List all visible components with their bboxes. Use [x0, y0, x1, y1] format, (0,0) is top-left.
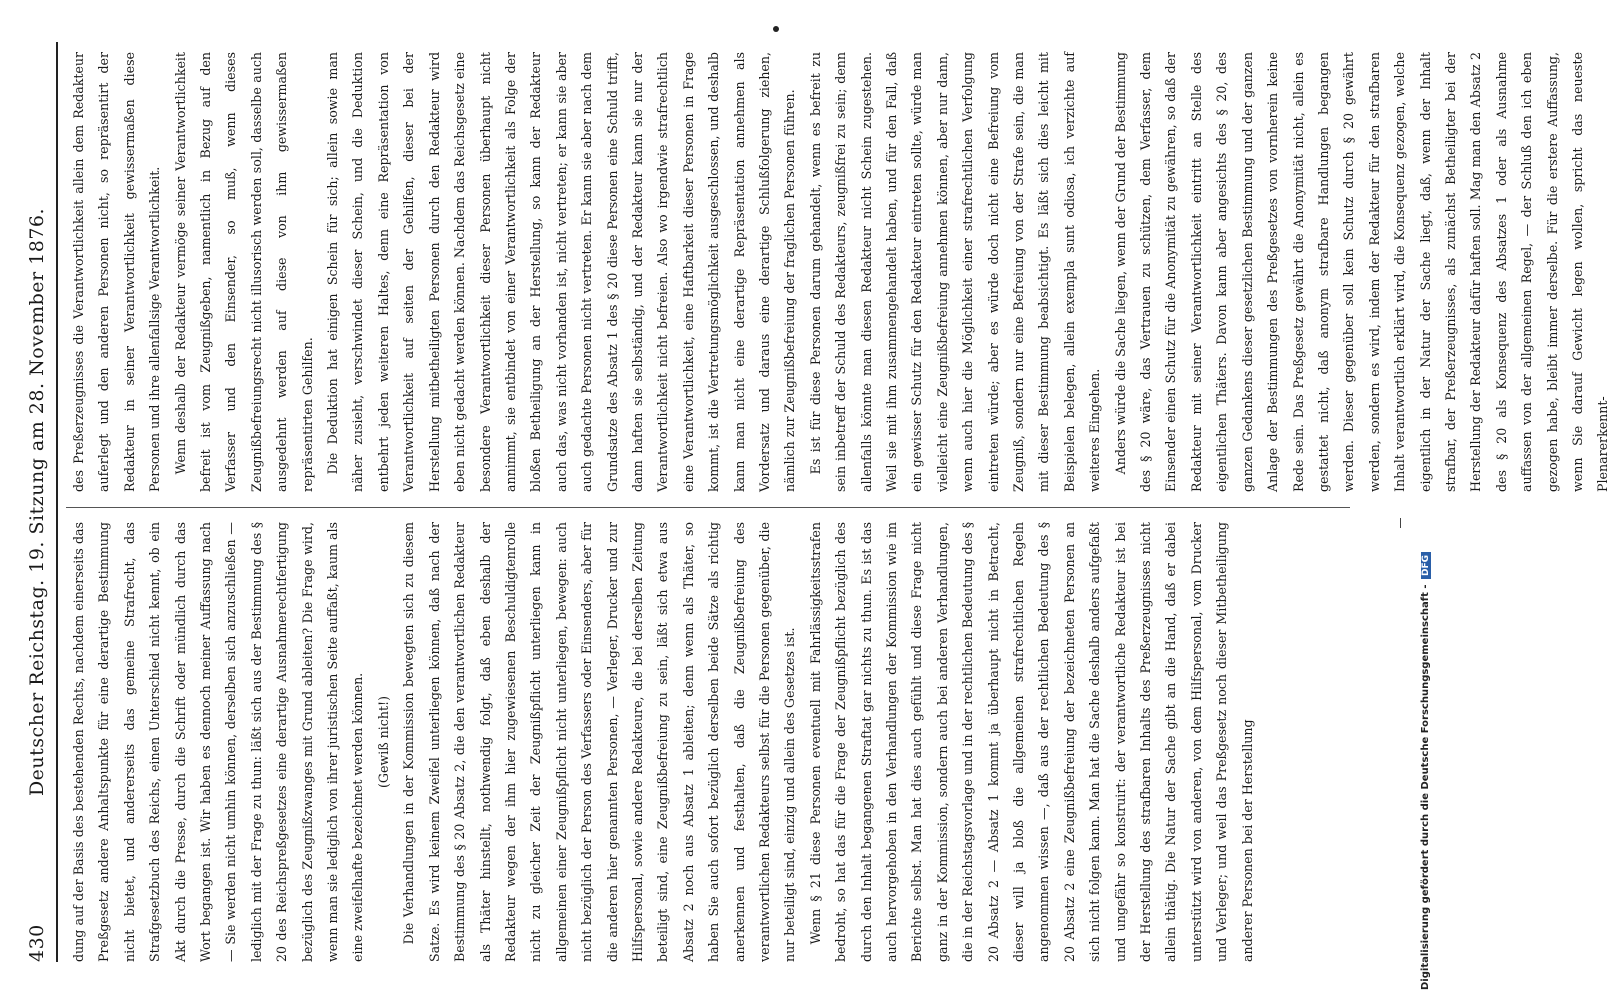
paragraph: Die Deduktion hat einigen Schein für sich; allein sowie man näher zusieht, verschwindet dieser Schein, und die Deduktion entbehrt jeden weiteren Haltes, denn eine Repräsentation von Verantwortlichkeit auf seiten der Gehilfen, dieser bei der Herstellung mitbetheiligten Personen durch den Redakteur wird eben nicht gedacht werden können. Nachdem das Reichsgesetz eine besondere Verantwortlichkeit dieser Personen überhaupt nicht annimmt, sie entbindet von einer Verantwortlichkeit als Folge der bloßen Betheiligung an der Herstellung, so kann der Redakteur auch das, was nicht vorhanden ist, nicht vertreten; er kann sie aber auch gedachte Personen nicht vertreten. Er kann sie aber nach dem Grundsatze des Absatz 1 des § 20 diese Personen eine Schuld trifft, dann haften sie selbständig, und der Redakteur kann sie nur der Verantwortlichkeit nicht befreien. Also wo irgendwie strafrechtlich eine Verantwortlichkeit, eine Haftbarkeit dieser Personen in Frage kommt, ist die Vertretungsmöglichkeit ausgeschlossen, und deshalb kann man nicht eine derartige Repräsentation annehmen als Vordersatz und daraus eine derartige Schlußfolgerung ziehen, nämlich zur Zeugnißbefreiung der fraglichen Personen führen.: [325, 52, 798, 492]
paragraph: Wenn § 21 diese Personen eventuell mit Fahrlässigkeitsstrafen bedroht, so hat das für die Frage der Zeugnißpflicht bezüglich des durch den Inhalt begangenen Straftat gar nichts zu thun. Es ist das auch hervorgehoben in den Verhandlungen der Kommission wie im Berichte selbst. Man hat dies auch gefühlt und diese Frage nicht ganz in der Kommission, sondern auch bei anderen Verhandlungen, die in der Reichstagsvorlage und in der rechtlichen Bedeutung des § 20 Absatz 2 — Absatz 1 kommt ja überhaupt nicht in Betracht, dieser will ja bloß die allgemeinen strafrechtlichen Regeln angenommen wissen —, daß aus der rechtlichen Bedeutung des § 20 Absatz 2 eine Zeugnißbefreiung der bezeichneten Personen an sich nicht folgen kann. Man hat die Sache deshalb anders aufgefaßt und ungefähr so konstruirt: der verantwortliche Redakteur ist bei der Herstellung des strafbaren Inhalts des Preßerzeugnisses nicht allein thätig. Die Natur der Sache gibt an die Hand, daß er dabei unterstützt wird von anderen, von dem Hilfspersonal, vom Drucker und Verleger; und weil das Preßgesetz noch dieser Mitbetheiligung anderer Personen bei der Herstellung: [807, 522, 1255, 962]
header-rule: [56, 42, 58, 962]
paragraph: des Preßerzeugnisses die Verantwortlichkeit allein dem Redakteur auferlegt und den anderen Personen nicht, so repräsentirt der Redakteur in seiner Verantwortlichkeit gewissermaßen diese Personen und ihre allenfallsige Verantwortlichkeit.: [71, 52, 163, 492]
paragraph: Wenn deshalb der Redakteur vermöge seiner Verantwortlichkeit befreit ist vom Zeugnißgeben, namentlich in Bezug auf den Verfasser und den Einsender, so muß, wenn dieses Zeugnißbefreiungsrecht nicht illusorisch werden soll, dasselbe auch ausgedehnt werden auf diese von ihm gewissermaßen repräsentirten Gehilfen.: [172, 52, 315, 492]
page-header: [26, 42, 54, 962]
paragraph: Die Verhandlungen in der Kommission bewegten sich zu diesem Satze. Es wird keinem Zweifel unterliegen können, daß nach der Bestimmung des § 20 Absatz 2, die den verantwortlichen Redakteur als Thäter hinstellt, nothwendig folgt, daß eben deshalb der Redakteur wegen der ihm hier zugewiesenen Beschuldigtenrolle nicht zu gleicher Zeit der Zeugnißpflicht unterliegen kann in allgemeinen einer Zeugnißpflicht nicht unterliegen, bewegen: auch nicht bezüglich der Person des Verfassers oder Einsenders, aber für die anderen hier genannten Personen, — Verleger, Drucker und zur Hilfspersonal, sowie andere Redakteure, die bei derselben Zeitung beteiligt sind, eine Zeugnißbefreiung zu sein, läßt sich etwa aus Absatz 2 noch aus Absatz 1 ableiten; denn wenn als Thäter, so haben Sie auch sofort bezüglich derselben beide Sätze als richtig anerkennen und festhalten, daß die Zeugnißbefreiung des verantwortlichen Redakteurs selbst für die Personen gegenüber, die nur beteiligt sind, einzig und allein des Gesetzes ist.: [401, 522, 798, 962]
text-column-right: [66, 52, 1611, 492]
text-column-left: [66, 522, 1350, 962]
page-number: 430: [26, 924, 48, 962]
scan-speck: [1400, 518, 1401, 528]
paragraph: Es ist für diese Personen darum gehandelt, wenn es befreit zu sein inbetreff der Schuld des Redakteurs, zeugnißfrei zu sein; denn allenfalls könnte man diesen Redakteur nicht Schein zugestehen. Weil sie mit ihm zusammengehandelt haben, und für den Fall, daß ein gewisser Schutz für den Redakteur eintreten sollte, würde man vielleicht eine Zeugnißbefreiung annehmen können, aber nur dann, wenn auch hier die Möglichkeit einer strafrechtlichen Verfolgung eintreten würde; aber es würde doch nicht eine Befreiung vom Zeugniß, sondern nur eine Befreiung von der Strafe sein, die man mit dieser Bestimmung beabsichtigt. Es läßt sich dies leicht mit Beispielen belegen, allein exempla sunt odiosa, ich verzichte auf weiteres Eingehen.: [807, 52, 1103, 492]
digitization-credit: [1420, 552, 1431, 990]
scan-speck: [773, 26, 779, 32]
running-head-title: Deutscher Reichstag. 19. Sitzung am 28. November 1876.: [26, 207, 48, 797]
paragraph: dung auf der Basis des bestehenden Rechts, nachdem einerseits das Preßgesetz andere Anhaltspunkte für eine derartige Bestimmung nicht bietet, und andererseits das gemeine Strafrecht, das Strafgesetzbuch des Reichs, einen Unterschied nicht kennt, ob ein Akt durch die Presse, durch die Schrift oder mündlich durch das Wort begangen ist. Wir haben es dennoch meiner Auffassung nach — Sie werden nicht umhin können, derselben sich anzuschließen — lediglich mit der Frage zu thun: läßt sich aus der Bestimmung des § 20 des Reichspreßgesetzes eine derartige Ausnahmerechtfertigung bezüglich des Zeugnißzwanges mit Grund ableiten? Die Frage wird, wenn man sie lediglich von ihrer juristischen Seite auffaßt, kaum als eine zweifelhafte bezeichnet werden können.: [71, 522, 366, 962]
column-divider: [66, 507, 1350, 508]
dfg-logo: DFG: [1421, 552, 1431, 579]
credit-text: Digitalisierung gefördert durch die Deutsche Forschungsgemeinschaft -: [1420, 584, 1431, 990]
interjection: (Gewiß nicht!): [375, 696, 391, 788]
paragraph: Anders würde die Sache liegen, wenn der Grund der Bestimmung des § 20 wäre, das Vertrauen zu schützen, dem Verfasser, dem Einsender einen Schutz für die Anonymität zu gewähren, so daß der Redakteur mit seiner Verantwortlichkeit eintritt an Stelle des eigentlichen Thäters. Davon kann aber angesichts des § 20, des ganzen Gedankens dieser gesetzlichen Bestimmung und der ganzen Anlage der Bestimmungen des Preßgesetzes von vornherein keine Rede sein. Das Preßgesetz gewährt die Anonymität nicht, allein es gestattet nicht, daß anonym strafbare Handlungen begangen werden. Dieser gegenüber soll kein Schutz durch § 20 gewährt werden, sondern es wird, indem der Redakteur für den strafbaren Inhalt verantwortlich erklärt wird, die Konsequenz gezogen, welche eigentlich in der Natur der Sache liegt, daß, wenn der Inhalt strafbar, der Preßerzeugnisses, als zunächst Betheiligter bei der Herstellung der Redakteur dafür haften soll. Mag man den Absatz 2 des § 20 als Konsequenz des Absatzes 1 oder als Ausnahme auffassen von der allgemeinen Regel, — der Schluß den ich eben gezogen habe, bleibt immer derselbe. Für die erstere Auffassung, wenn Sie darauf Gewicht legen wollen, spricht das neueste Plenarerkennt-: [1112, 52, 1611, 492]
